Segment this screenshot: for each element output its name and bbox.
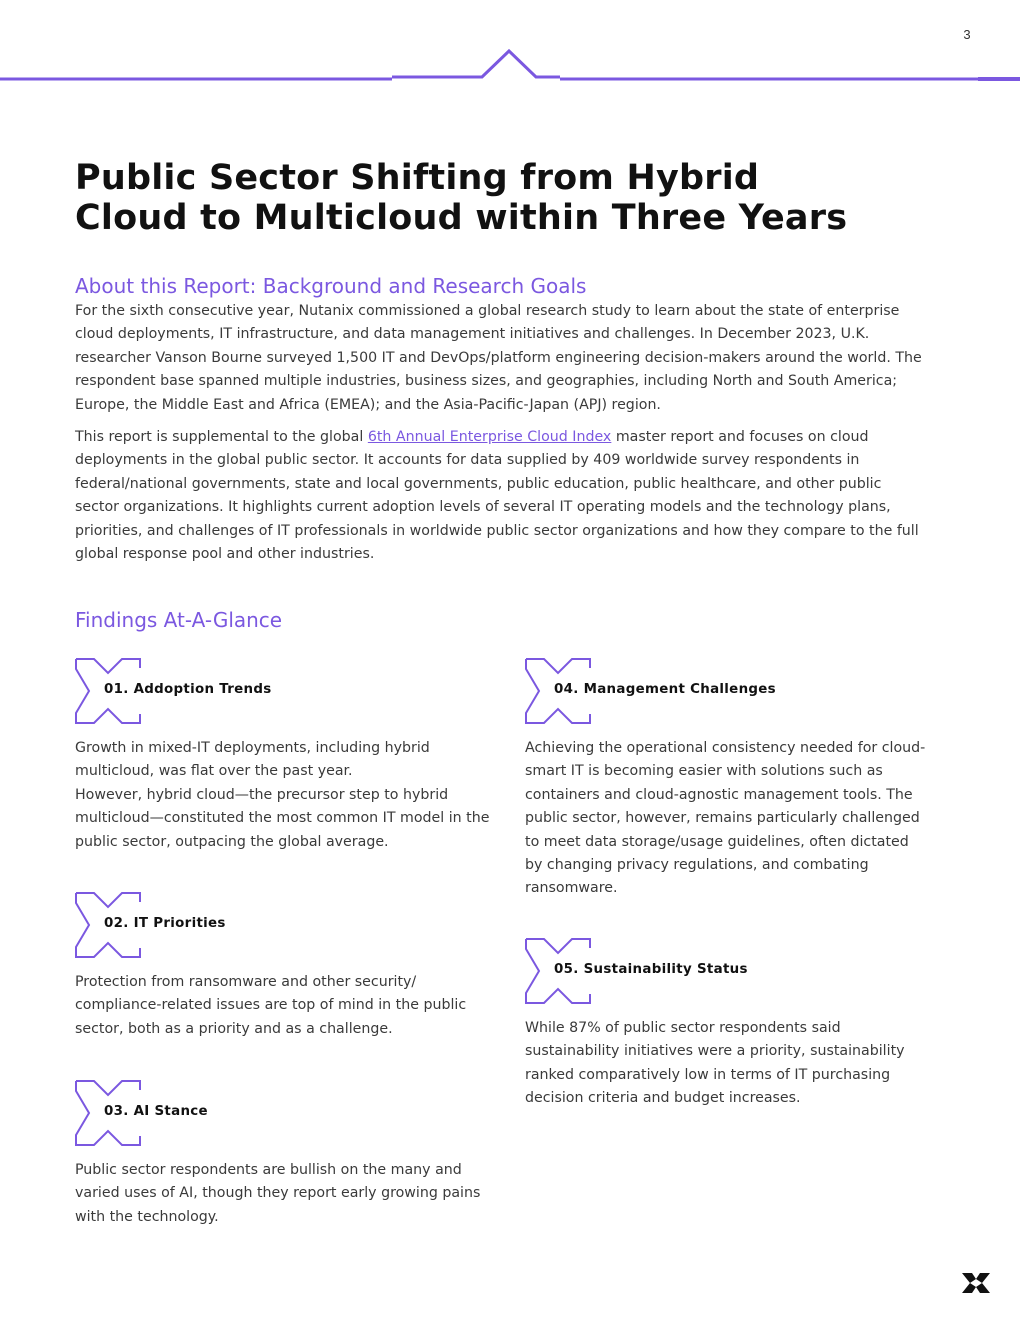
finding-badge	[75, 892, 495, 958]
finding-card-ai-stance	[75, 1080, 495, 1229]
about-paragraph-2	[75, 426, 925, 566]
about-heading: About this Report: Background and Research Goals	[75, 274, 587, 298]
enterprise-cloud-index-link[interactable]: 6th Annual Enterprise Cloud Index	[367, 429, 612, 445]
finding-badge	[525, 938, 930, 1004]
finding-card-it-priorities	[75, 892, 495, 1041]
finding-body	[75, 1159, 495, 1229]
page-number: 3	[963, 27, 971, 42]
page-title-line-1: Public Sector Shifting from Hybrid	[75, 158, 760, 198]
page-title-line-2: Cloud to Multicloud within Three Years	[75, 198, 848, 238]
about-paragraph-1: For the sixth consecutive year, Nutanix commissioned a global research study to learn about the state of enterprise cloud deployments, IT infrastructure, and data management initiatives and challenges. In December 2023, U.K. researcher Vanson Bourne surveyed 1,500 IT and DevOps/platform engineering decision-makers around the world. The respondent base spanned multiple industries, business sizes, and geographies, including North and South America; Europe, the Middle East and Africa (EMEA); and the Asia-Pacific-Japan (APJ) region.	[75, 303, 922, 413]
about-paragraph-2-lead: This report is supplemental to the global	[75, 429, 368, 445]
finding-title: 04. Management Challenges	[554, 682, 776, 697]
finding-body	[525, 1017, 930, 1111]
finding-badge	[75, 658, 495, 724]
finding-title: 03. AI Stance	[104, 1104, 208, 1119]
finding-body-text: While 87% of public sector respondents said sustainability initiatives were a priority, sustainability ranked comparatively low in terms of IT purchasing decision criteria and budget increases.	[525, 1020, 905, 1107]
finding-body	[525, 737, 930, 901]
about-paragraph-2-rest: master report and focuses on cloud deployments in the global public sector. It accounts for data supplied by 409 worldwide survey respondents in federal/national governments, state and local governments, public education, public healthcare, and other public sector organizations. It highlights current adoption levels of several IT operating models and the technology plans, priorities, and challenges of IT professionals in worldwide public sector organizations and how they compare to the full global response pool and other industries.	[75, 429, 919, 563]
finding-body-text: Growth in mixed-IT deployments, including hybrid multicloud, was flat over the past year.	[75, 740, 430, 780]
finding-body	[75, 971, 495, 1041]
header-rule	[0, 44, 1020, 86]
finding-body-text-2: However, hybrid cloud—the precursor step to hybrid multicloud—constituted the most common IT model in the public sector, outpacing the global average.	[75, 786, 490, 850]
finding-card-adoption-trends	[75, 658, 495, 854]
nutanix-logo-icon	[960, 1271, 992, 1295]
finding-body	[75, 737, 495, 854]
finding-badge	[75, 1080, 495, 1146]
finding-title: 01. Addoption Trends	[104, 682, 272, 697]
finding-badge	[525, 658, 930, 724]
finding-body-text: Protection from ransomware and other security/ compliance-related issues are top of mind in the public sector, both as a priority and as a challenge.	[75, 974, 467, 1037]
finding-card-management-challenges	[525, 658, 930, 901]
finding-title: 05. Sustainability Status	[554, 962, 748, 977]
finding-card-sustainability-status	[525, 938, 930, 1111]
page-title	[75, 158, 895, 238]
findings-heading: Findings At-A-Glance	[75, 608, 283, 632]
finding-body-text: Public sector respondents are bullish on the many and varied uses of AI, though they report early growing pains with the technology.	[75, 1162, 481, 1225]
finding-body-text: Achieving the operational consistency needed for cloud-smart IT is becoming easier with solutions such as containers and cloud-agnostic management tools. The public sector, however, remains particularly challenged to meet data storage/usage guidelines, often dictated by changing privacy regulations, and combating ransomware.	[525, 740, 926, 897]
finding-title: 02. IT Priorities	[104, 916, 226, 931]
